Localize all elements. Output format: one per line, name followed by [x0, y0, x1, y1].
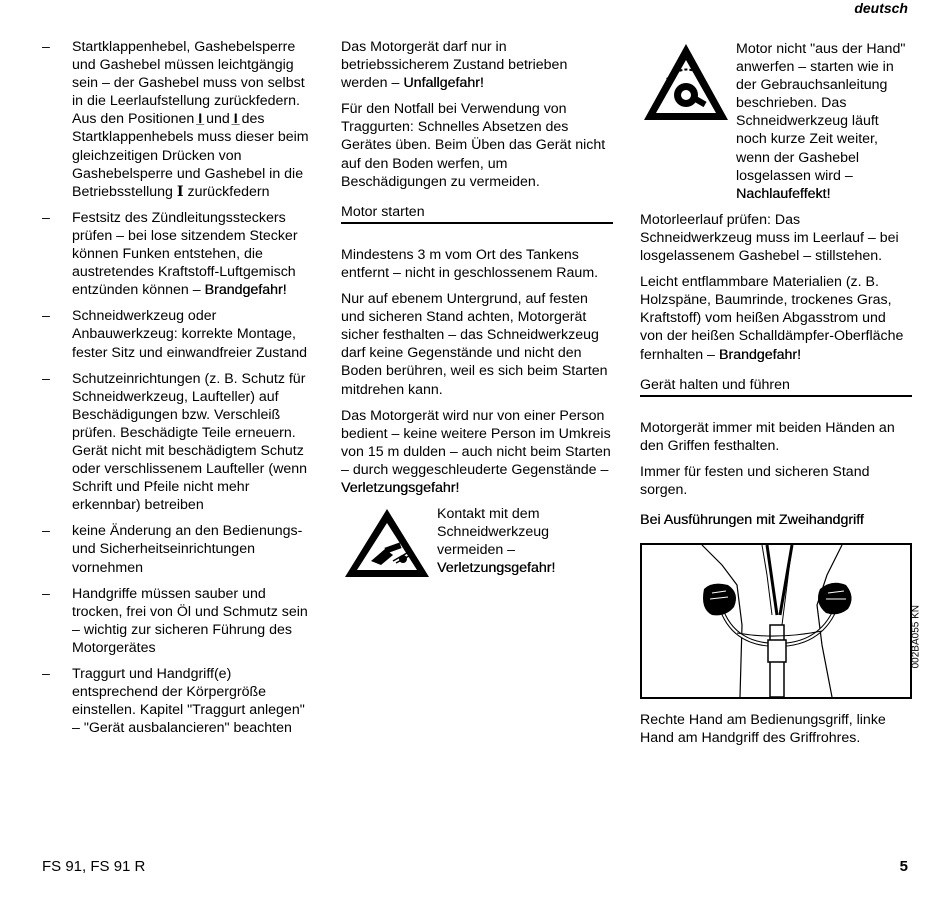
- list-item: – keine Änderung an den Bedienungs- und Sicherheitseinrichtungen vornehmen: [42, 523, 303, 576]
- warning-block: [341, 505, 613, 583]
- column-2: [341, 38, 613, 591]
- list-item: – Schutzeinrichtungen (z. B. Schutz für Schneidwerkzeug, Laufteller) auf Beschädigungen bzw. Verschleiß prüfen. Beschädigte Teile erneuern. Gerät nicht mit beschädigtem Schutz oder verschlissenem Laufteller (wenn Schrift und Pfeile nicht mehr erkennbar) betreiben: [42, 370, 307, 514]
- paragraph: Das Motorgerät wird nur von einer Person bedient – keine weitere Person im Umkreis von 15 m dulden – auch nicht beim Starten – durch weggeschleuderte Gegenstände – Verletzungsgefahr!: [341, 407, 611, 496]
- section-heading: Gerät halten und führen: [640, 376, 912, 397]
- operator-two-hand-grip-illustration: [642, 545, 910, 697]
- list-item: – Schneidwerkzeug oder Anbauwerkzeug: korrekte Montage, fester Sitz und einwandfreier Zustand: [42, 308, 308, 361]
- paragraph: Leicht entflammbare Materialien (z. B. Holzspäne, Baumrinde, trockenes Gras, Kraftstoff) vom heißen Abgasstrom und von der heißen Schalldämpfer-Oberfläche fernhalten – Brandgefahr!: [640, 274, 904, 363]
- header-language: deutsch: [854, 0, 908, 16]
- list-item: – Festsitz des Zündleitungssteckers prüfen – bei lose sitzendem Stecker können Funken entstehen, die austretendes Kraftstoff-Luftgemisch entzünden können – Brandgefahr!: [42, 209, 298, 299]
- column-3: [640, 38, 921, 755]
- choke-position-symbol: I̲: [233, 111, 238, 128]
- paragraph: Mindestens 3 m vom Ort des Tankens entfernt – nicht in geschlossenem Raum.: [341, 246, 599, 281]
- run-position-symbol: I: [176, 183, 184, 200]
- warning-text: Kontakt mit dem Schneidwerkzeug vermeiden – Verletzungsgefahr!: [437, 506, 556, 577]
- list-item: – Startklappenhebel, Gashebelsperre und Gashebel müssen leichtgängig sein – der Gashebel muss von selbst in die Leerlaufstellung zurückfedern. Aus den Positionen I̲ und I̲ des Startklappenhebels muss dieser beim gleichzeitigen Drücken von Gashebelsperre und Gashebel in die Betriebsstellung I zurückfedern: [42, 39, 309, 200]
- paragraph: Nur auf ebenem Untergrund, auf festen und sicheren Stand achten, Motorgerät sicher festhalten – das Schneidwerkzeug darf keine Gegenstände und nicht den Boden berühren, weil es sich beim Starten mitdrehen kann.: [341, 291, 608, 398]
- choke-position-symbol: I̲: [198, 111, 203, 128]
- page-number: 5: [899, 858, 908, 875]
- figure-code: 002BA055 KN: [910, 605, 921, 669]
- warning-block: [640, 40, 912, 203]
- paragraph: Motorgerät immer mit beiden Händen an den Griffen festhalten.: [640, 419, 895, 454]
- paragraph: Immer für festen und sicheren Stand sorgen.: [640, 463, 870, 498]
- kickback-warning-icon: [640, 40, 736, 130]
- section-heading: Motor starten: [341, 203, 613, 224]
- paragraph: Für den Notfall bei Verwendung von Traggurten: Schnelles Absetzen des Gerätes üben. Beim Üben das Gerät nicht auf den Boden werfen, um Beschädigungen zu vermeiden.: [341, 101, 606, 190]
- handling-illustration: [640, 543, 921, 699]
- list-item: – Traggurt und Handgriff(e) entsprechend der Körpergröße einstellen. Kapitel "Traggurt anlegen" – "Gerät ausbalancieren" beachten: [42, 666, 305, 737]
- figure-caption: Rechte Hand am Bedienungsgriff, linke Hand am Handgriff des Griffrohres.: [640, 712, 886, 747]
- footer-model: FS 91, FS 91 R: [42, 858, 146, 875]
- warning-text: Motor nicht "aus der Hand" anwerfen – starten wie in der Gebrauchsanleitung beschrieben. Das Schneidwerkzeug läuft noch kurze Zeit weiter, wenn der Gashebel losgelassen wird – Nachlaufeffekt!: [736, 41, 906, 202]
- subheading: Bei Ausführungen mit Zweihandgriff: [640, 512, 864, 529]
- column-1: [42, 38, 314, 745]
- paragraph: Das Motorgerät darf nur in betriebssicherem Zustand betrieben werden – Unfallgefahr!: [341, 39, 568, 92]
- cutting-tool-warning-icon: [341, 505, 437, 583]
- paragraph: Motorleerlauf prüfen: Das Schneidwerkzeug muss im Leerlauf – bei losgelassenem Gashebel – stillstehen.: [640, 211, 899, 265]
- list-item: – Handgriffe müssen sauber und trocken, frei von Öl und Schmutz sein – wichtig zur sicheren Führung des Motorgerätes: [42, 585, 308, 656]
